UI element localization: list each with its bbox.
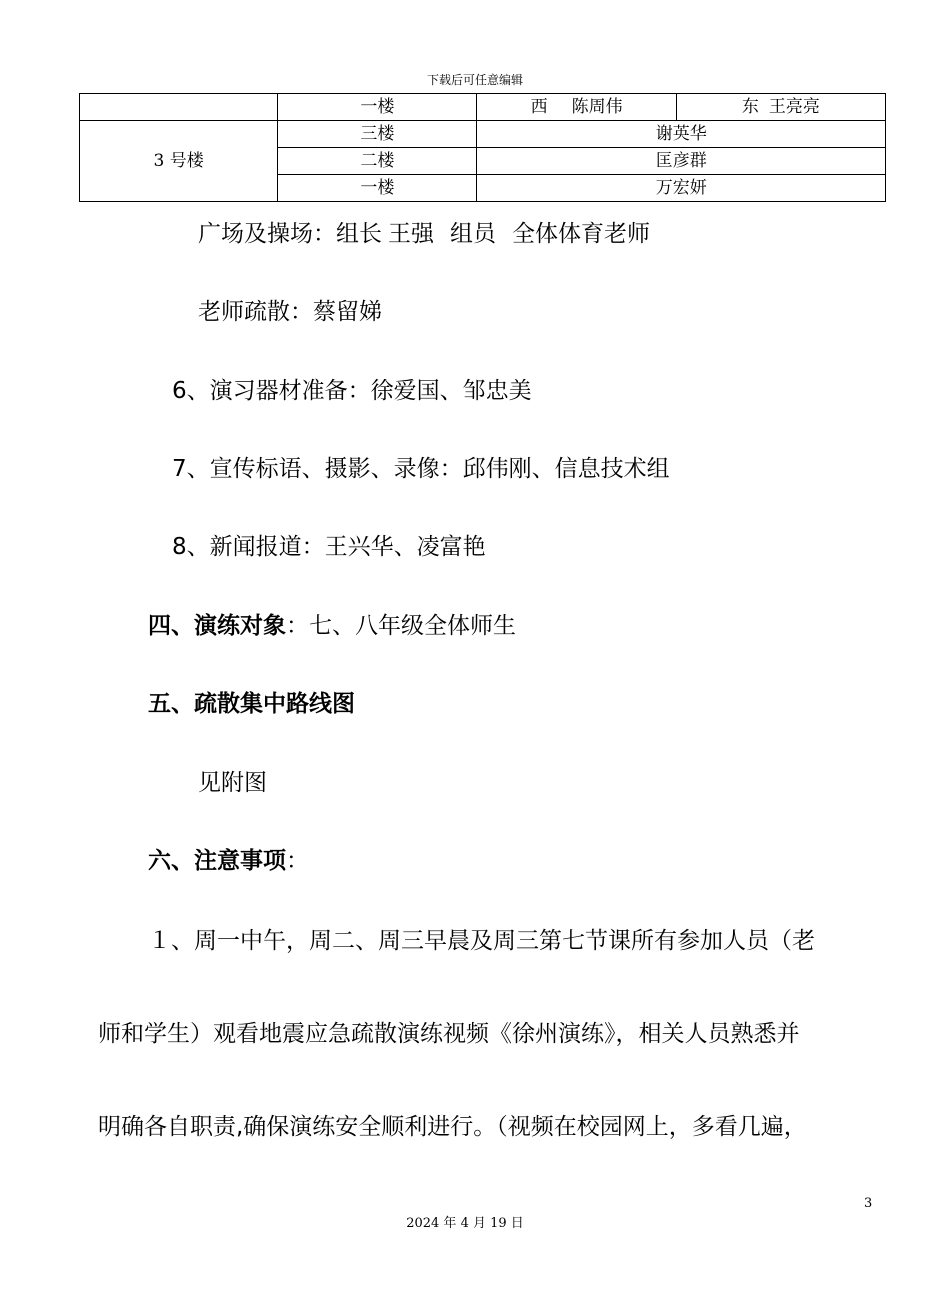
section-4-text: ：七、八年级全体师生	[286, 613, 516, 639]
paragraph-line-1: １、周一中午，周二、周三早晨及周三第七节课所有参加人员（老	[148, 928, 815, 954]
table-cell-building: 3 号楼	[80, 121, 278, 202]
east-name: 王亮亮	[768, 97, 820, 117]
teacher-evacuation: 老师疏散：蔡留娣	[198, 299, 382, 325]
square-label: 广场及操场：组长	[198, 221, 382, 247]
east-direction: 东	[741, 97, 759, 117]
item-8: 8、新闻报道：王兴华、凌富艳	[172, 534, 486, 560]
table-cell-name: 万宏妍	[477, 175, 886, 202]
table-row	[80, 94, 886, 121]
section-5-heading: 五、疏散集中路线图	[148, 691, 355, 717]
section-6-colon: ：	[286, 848, 309, 874]
table-cell-name: 谢英华	[477, 121, 886, 148]
table-cell-east	[676, 94, 885, 121]
square-leader: 王强	[388, 221, 434, 247]
table-cell-floor: 一楼	[278, 175, 477, 202]
table-cell-floor: 一楼	[278, 94, 477, 121]
table-cell-empty	[80, 94, 278, 121]
west-direction: 西	[530, 97, 548, 117]
footer-date: 2024 年 4 月 19 日	[406, 1216, 524, 1231]
section-4	[148, 610, 516, 642]
table-cell-floor: 三楼	[278, 121, 477, 148]
paragraph-line-3: 明确各自职责,确保演练安全顺利进行。（视频在校园网上，多看几遍，	[98, 1114, 807, 1140]
paragraph-line-2: 师和学生）观看地震应急疏散演练视频《徐州演练》，相关人员熟悉并	[98, 1021, 800, 1047]
square-assignment	[198, 218, 650, 250]
square-members-label: 组员	[450, 221, 496, 247]
section-6	[148, 845, 309, 877]
section-5-text: 见附图	[198, 770, 267, 796]
table-row	[80, 121, 886, 148]
west-name: 陈周伟	[571, 97, 623, 117]
section-4-heading: 四、演练对象	[148, 613, 286, 639]
header-note: 下载后可任意编辑	[426, 73, 523, 87]
section-6-heading: 六、注意事项	[148, 848, 286, 874]
table-cell-name: 匡彦群	[477, 148, 886, 175]
table-cell-west	[477, 94, 676, 121]
table-cell-floor: 二楼	[278, 148, 477, 175]
item-6: 6、演习器材准备：徐爱国、邹忠美	[172, 378, 532, 404]
assignment-table	[79, 93, 886, 202]
square-members: 全体体育老师	[512, 221, 650, 247]
item-7: 7、宣传标语、摄影、录像：邱伟刚、信息技术组	[172, 456, 670, 482]
page-number: 3	[864, 1196, 873, 1211]
